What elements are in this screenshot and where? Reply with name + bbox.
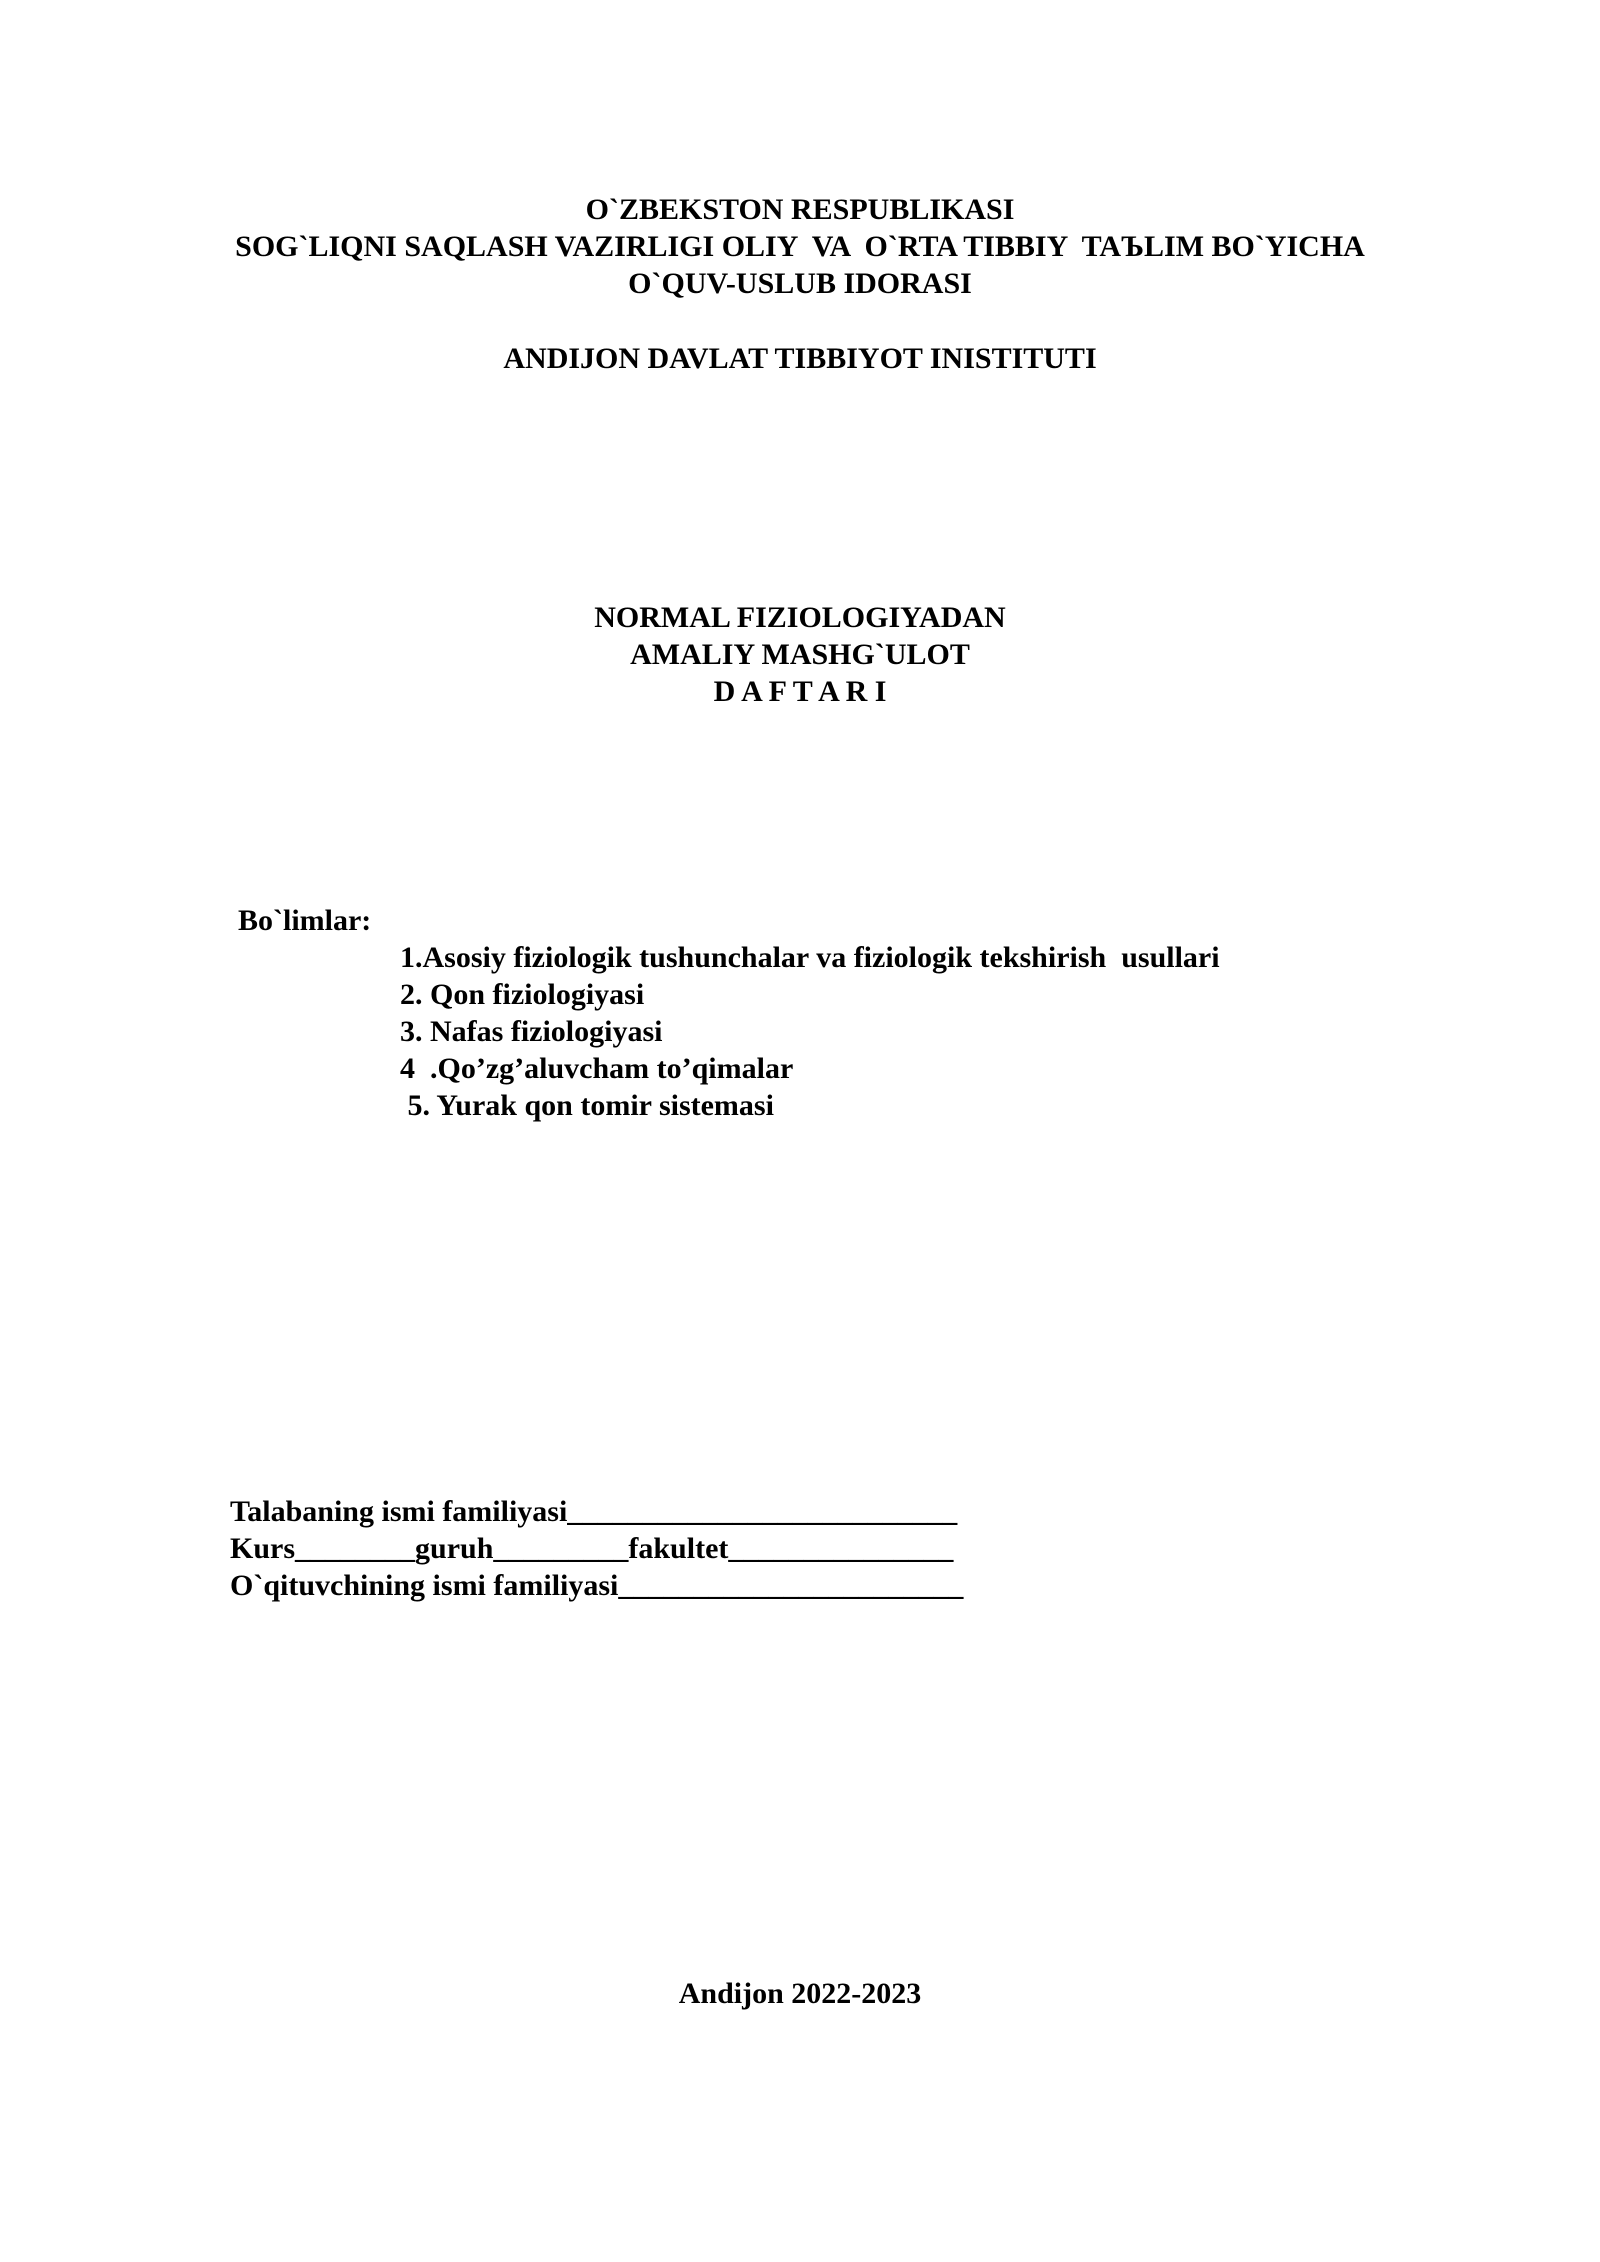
section-item: 5. Yurak qon tomir sistemasi — [400, 1089, 774, 1122]
course-group-faculty-field: Kurs________guruh_________fakultet_______________ — [230, 1532, 954, 1565]
title-type: AMALIY MASHG`ULOT — [630, 638, 970, 671]
section-item: 3. Nafas fiziologiyasi — [400, 1015, 663, 1048]
title-notebook: D A F T A R I — [713, 675, 887, 708]
section-item: 2. Qon fiziologiyasi — [400, 978, 645, 1011]
header-country: O`ZBEKSTON RESPUBLIKASI — [585, 193, 1015, 226]
header-ministry: SOG`LIQNI SAQLASH VAZIRLIGI OLIY VA O`RTA TIBBIY TAЪLIM BO`YICHA — [235, 230, 1365, 263]
sections-heading: Bo`limlar: — [238, 904, 372, 937]
section-item: 1.Asosiy fiziologik tushunchalar va fiziologik tekshirish usullari — [400, 941, 1220, 974]
header-institute: ANDIJON DAVLAT TIBBIYOT INISTITUTI — [503, 342, 1097, 375]
footer-place-year: Andijon 2022-2023 — [678, 1977, 922, 2010]
section-item: 4 .Qo’zg’aluvcham to’qimalar — [400, 1052, 794, 1085]
header-office: O`QUV-USLUB IDORASI — [628, 267, 972, 300]
teacher-name-field: O`qituvchining ismi familiyasi_______________________ — [230, 1569, 964, 1602]
title-subject: NORMAL FIZIOLOGIYADAN — [594, 601, 1006, 634]
student-name-field: Talabaning ismi familiyasi__________________________ — [230, 1495, 958, 1528]
